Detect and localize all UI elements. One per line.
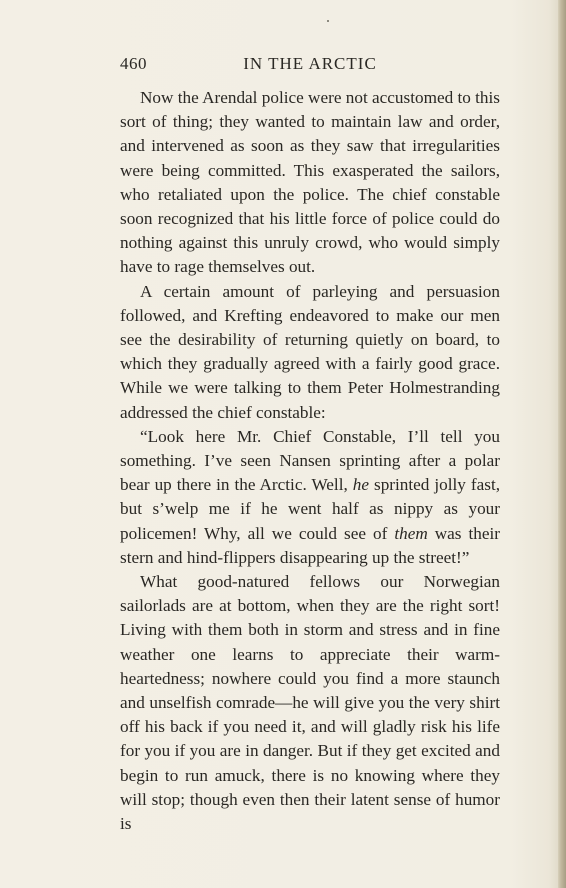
paragraph-3-part-1: “Look here Mr. Chief Constable, I’ll tell you something. I’ve seen Nansen sprinting after a polar bear up there in the Arctic. Well,	[120, 426, 500, 495]
paragraph-3-emphasis-he: he	[352, 475, 370, 495]
paragraph-4: What good-natured fellows our Norwegian sailorlads are at bottom, when they are the right sort! Living with them both in storm and stress and in fine weather one learns to appreciate their warm-heartedness; nowhere could you find a more staunch and unselfish comrade—he will give you the very shirt off his back if you need it, and will gladly risk his life for you if you are in danger. But if they get excited and begin to run amuck, there is no knowing where they will stop; though even then their latent sense of humor is	[120, 572, 500, 834]
body-text	[120, 86, 500, 836]
speck	[327, 20, 329, 22]
paragraph-3-emphasis-them: them	[394, 523, 428, 543]
page-header	[120, 54, 500, 78]
page-number: 460	[120, 54, 147, 73]
page-edge-shadow	[558, 0, 566, 888]
running-head: IN THE ARCTIC	[243, 54, 377, 73]
paragraph-3	[120, 425, 500, 570]
paragraph-1: Now the Arendal police were not accustomed to this sort of thing; they wanted to maintain law and order, and intervened as soon as they saw that irregularities were being committed. This exasperated the sailors, who retaliated upon the police. The chief constable soon recognized that his little force of police could do nothing against this unruly crowd, who would simply have to rage themselves out.	[120, 88, 500, 277]
paragraph-3-part-3: was their stern and hind-flippers disappearing up the street!”	[120, 523, 500, 567]
paragraph-3-part-2: sprinted jolly fast, but s’welp me if he went half as nippy as your policemen! Why, all we could see of	[120, 475, 501, 543]
paragraph-2: A certain amount of parleying and persuasion followed, and Krefting endeavored to make our men see the desirability of returning quietly on board, to which they gradually agreed with a fairly good grace. While we were talking to them Peter Holmestranding addressed the chief constable:	[120, 281, 500, 422]
